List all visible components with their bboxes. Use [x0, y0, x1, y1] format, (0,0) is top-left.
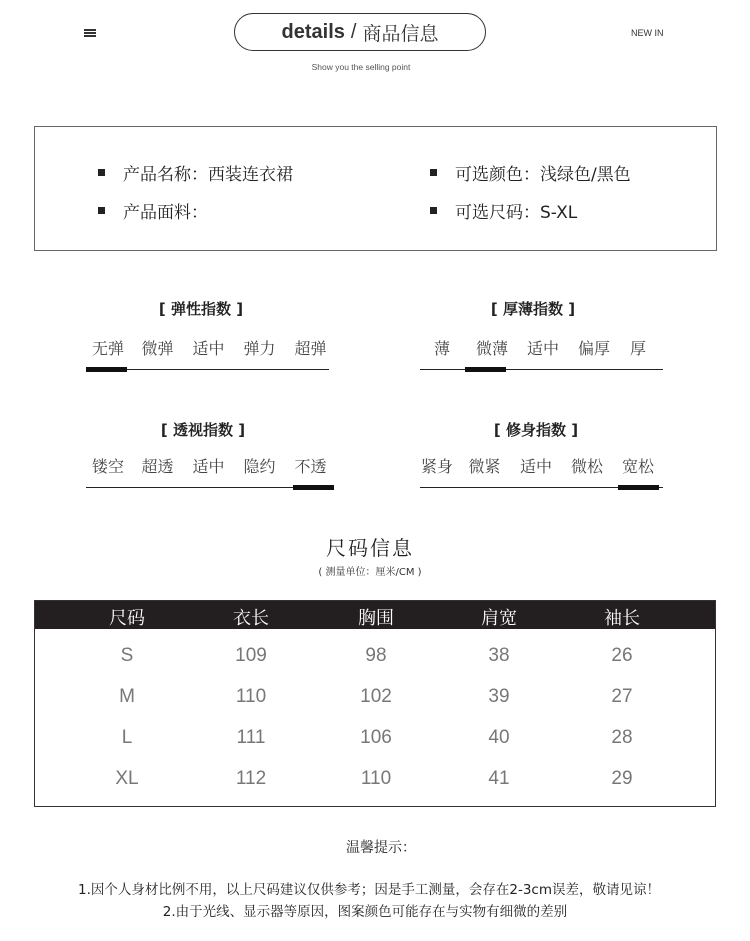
bullet-icon	[430, 207, 437, 214]
product-colors-item	[430, 160, 631, 185]
transparency-option: 镂空	[91, 457, 124, 476]
size-chart-title: 尺码信息	[326, 536, 414, 560]
table-cell: 28	[611, 727, 633, 748]
header-cell-shoulder: 肩宽	[481, 608, 517, 629]
thickness-selected-marker	[465, 367, 506, 372]
table-cell: 110	[235, 686, 267, 707]
title-separator: /	[350, 20, 357, 43]
product-sizes: 可选尺码：S-XL	[455, 203, 578, 223]
transparency-option: 不透	[294, 457, 327, 476]
table-cell: XL	[115, 768, 139, 789]
bullet-icon	[430, 169, 437, 176]
table-cell: 26	[611, 645, 633, 666]
elasticity-option: 超弹	[294, 339, 327, 358]
bullet-icon	[98, 207, 105, 214]
product-sizes-item	[430, 198, 577, 223]
header-cell-bust: 胸围	[358, 608, 394, 629]
size-table-header	[35, 601, 715, 629]
notes-title: 温馨提示：	[346, 840, 416, 856]
elasticity-option: 无弹	[91, 339, 124, 358]
fit-option: 宽松	[621, 457, 654, 476]
bullet-icon	[98, 169, 105, 176]
thickness-option: 微薄	[475, 339, 508, 358]
fit-option: 微松	[570, 457, 603, 476]
thickness-option: 偏厚	[577, 339, 610, 358]
elasticity-option: 微弹	[141, 339, 174, 358]
transparency-option: 超透	[141, 457, 174, 476]
table-cell: 98	[365, 645, 387, 666]
fit-selected-marker	[618, 485, 659, 490]
note-line-2: 2.由于光线、显示器等原因，图案颜色可能存在与实物有细微的差别	[162, 904, 568, 920]
elasticity-option: 弹力	[243, 339, 276, 358]
header-cell-sleeve: 袖长	[604, 608, 640, 629]
table-cell: 111	[236, 727, 266, 748]
table-cell: 110	[360, 768, 392, 789]
elasticity-options	[84, 336, 336, 359]
table-cell: 38	[488, 645, 510, 666]
transparency-option: 适中	[192, 457, 225, 476]
section-title-pill	[234, 13, 486, 51]
fit-title: [ 修身指数 ]	[493, 421, 579, 439]
table-cell: 29	[611, 768, 633, 789]
transparency-options	[84, 454, 336, 477]
header-cell-length: 衣长	[233, 608, 269, 629]
fit-option: 适中	[519, 457, 552, 476]
thickness-title: [ 厚薄指数 ]	[490, 300, 576, 318]
table-cell: M	[119, 686, 135, 707]
table-cell: 106	[360, 727, 392, 748]
thickness-scale-line	[420, 369, 663, 370]
thickness-option: 薄	[433, 339, 450, 358]
thickness-option: 厚	[629, 339, 646, 358]
elasticity-selected-marker	[86, 367, 127, 372]
title-chinese: 商品信息	[362, 22, 439, 45]
table-cell: 27	[611, 686, 633, 707]
table-cell: S	[120, 645, 134, 666]
table-cell: 112	[235, 768, 267, 789]
transparency-title: [ 透视指数 ]	[160, 421, 246, 439]
hamburger-menu-icon[interactable]	[84, 29, 96, 36]
title-english: details	[281, 20, 345, 43]
header-cell-size: 尺码	[109, 608, 145, 629]
thickness-options	[418, 336, 656, 359]
size-chart-unit: ( 测量单位：厘米/CM )	[318, 567, 422, 578]
product-name: 产品名称：西装连衣裙	[123, 165, 293, 185]
transparency-option: 隐约	[243, 457, 276, 476]
fit-option: 紧身	[420, 457, 453, 476]
table-cell: L	[121, 727, 133, 748]
product-name-item	[98, 160, 293, 185]
size-table	[34, 600, 716, 807]
elasticity-title: [ 弹性指数 ]	[158, 300, 244, 318]
table-cell: 109	[235, 645, 267, 666]
thickness-option: 适中	[526, 339, 559, 358]
product-colors: 可选颜色：浅绿色/黑色	[455, 165, 631, 185]
elasticity-option: 适中	[192, 339, 225, 358]
fit-option: 微紧	[468, 457, 501, 476]
new-in-label: NEW IN	[631, 28, 664, 38]
table-cell: 39	[488, 686, 510, 707]
transparency-selected-marker	[293, 485, 334, 490]
table-cell: 102	[360, 686, 392, 707]
fit-options	[416, 454, 663, 477]
product-info-box	[34, 126, 717, 251]
subtitle: Show you the selling point	[311, 62, 411, 72]
table-cell: 40	[488, 727, 510, 748]
table-cell: 41	[488, 768, 510, 789]
note-line-1: 1.因个人身材比例不用，以上尺码建议仅供参考；因是手工测量，会存在2-3cm误差，敬请见谅！	[77, 882, 660, 898]
product-fabric-item	[98, 198, 208, 223]
product-fabric: 产品面料：	[123, 203, 208, 223]
